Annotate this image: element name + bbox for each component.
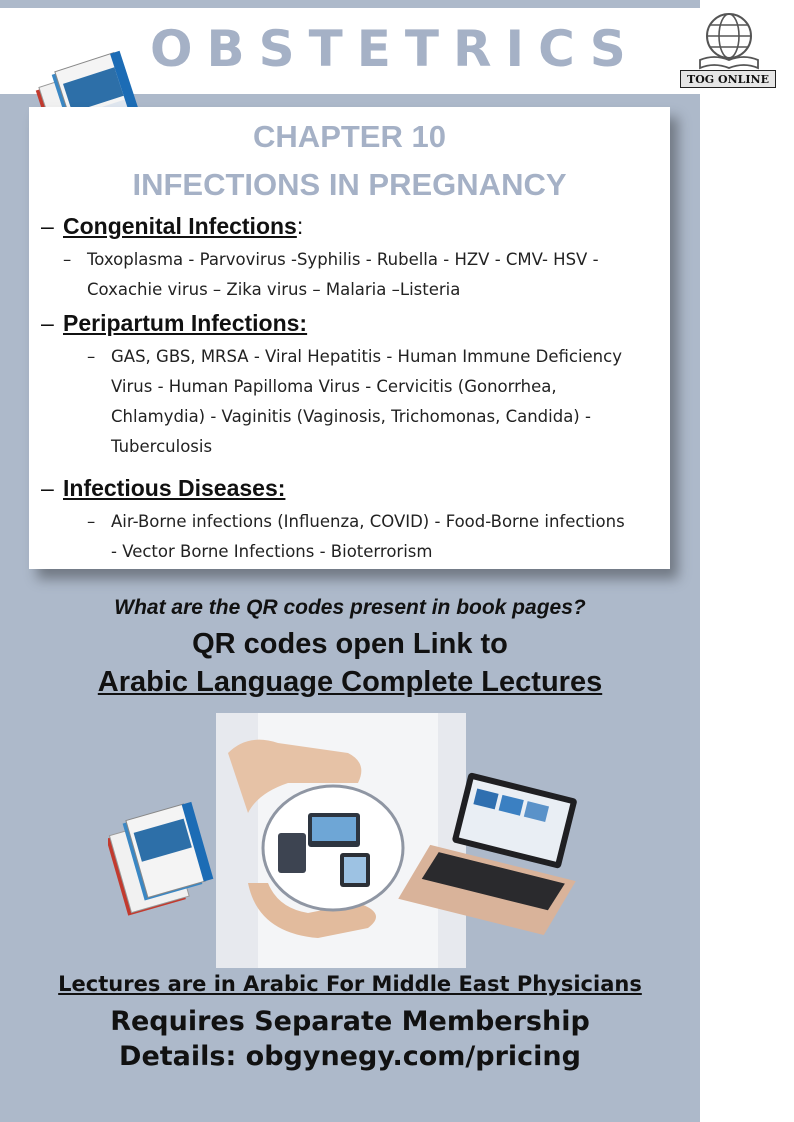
chapter-card: [29, 107, 670, 569]
footer-line2: Requires Separate Membership: [110, 1006, 590, 1037]
list-item: Chlamydia) - Vaginitis (Vaginosis, Trichomonas, Candida) -: [111, 407, 591, 426]
top-strip: [0, 0, 700, 8]
list-item: Air-Borne infections (Influenza, COVID) - Food-Borne infections: [111, 512, 625, 531]
list-item: - Vector Borne Infections - Bioterrorism: [111, 542, 433, 561]
doctor-laptop-books-image: [108, 713, 588, 968]
page-title: OBSTETRICS: [150, 20, 640, 78]
footer-link-text: Details: obgynegy.com/pricing: [119, 1041, 581, 1072]
section-heading-infectious: – Infectious Diseases:: [41, 475, 286, 501]
footer-line1: Lectures are in Arabic For Middle East Physicians: [58, 972, 642, 996]
chapter-title: INFECTIONS IN PREGNANCY: [132, 167, 567, 202]
list-item: Tuberculosis: [111, 437, 213, 456]
section-items-peripartum: – GAS, GBS, MRSA - Viral Hepatitis - Human Immune Deficiency Virus - Human Papilloma Virus - Cervicitis (Gonorrhea, Chlamydia) - Vaginitis (Vaginosis, Trichomonas, Candida) - Tuberculosis: [111, 342, 622, 462]
logo-label: TOG ONLINE: [680, 70, 776, 88]
list-item: Toxoplasma - Parvovirus -Syphilis - Rubella - HZV - CMV- HSV -: [87, 250, 599, 269]
qr-answer-line1: QR codes open Link to: [192, 628, 508, 660]
qr-question: What are the QR codes present in book pages?: [114, 596, 586, 619]
list-item: GAS, GBS, MRSA - Viral Hepatitis - Human Immune Deficiency: [111, 347, 622, 366]
section-heading-peripartum: – Peripartum Infections:: [41, 310, 308, 336]
qr-answer-line2: Arabic Language Complete Lectures: [97, 666, 603, 698]
chapter-number: CHAPTER 10: [253, 119, 446, 154]
section-heading-congenital: – Congenital Infections:: [41, 213, 304, 239]
section-items-infectious: – Air-Borne infections (Influenza, COVID) - Food-Borne infections - Vector Borne Infections - Bioterrorism: [111, 507, 653, 567]
section-items-congenital: – Toxoplasma - Parvovirus -Syphilis - Rubella - HZV - CMV- HSV - Coxachie virus – Zika virus – Malaria –Listeria: [87, 245, 599, 305]
list-item: Coxachie virus – Zika virus – Malaria –Listeria: [87, 280, 461, 299]
right-margin: [700, 0, 794, 1122]
list-item: Virus - Human Papilloma Virus - Cervicitis (Gonorrhea,: [111, 377, 557, 396]
